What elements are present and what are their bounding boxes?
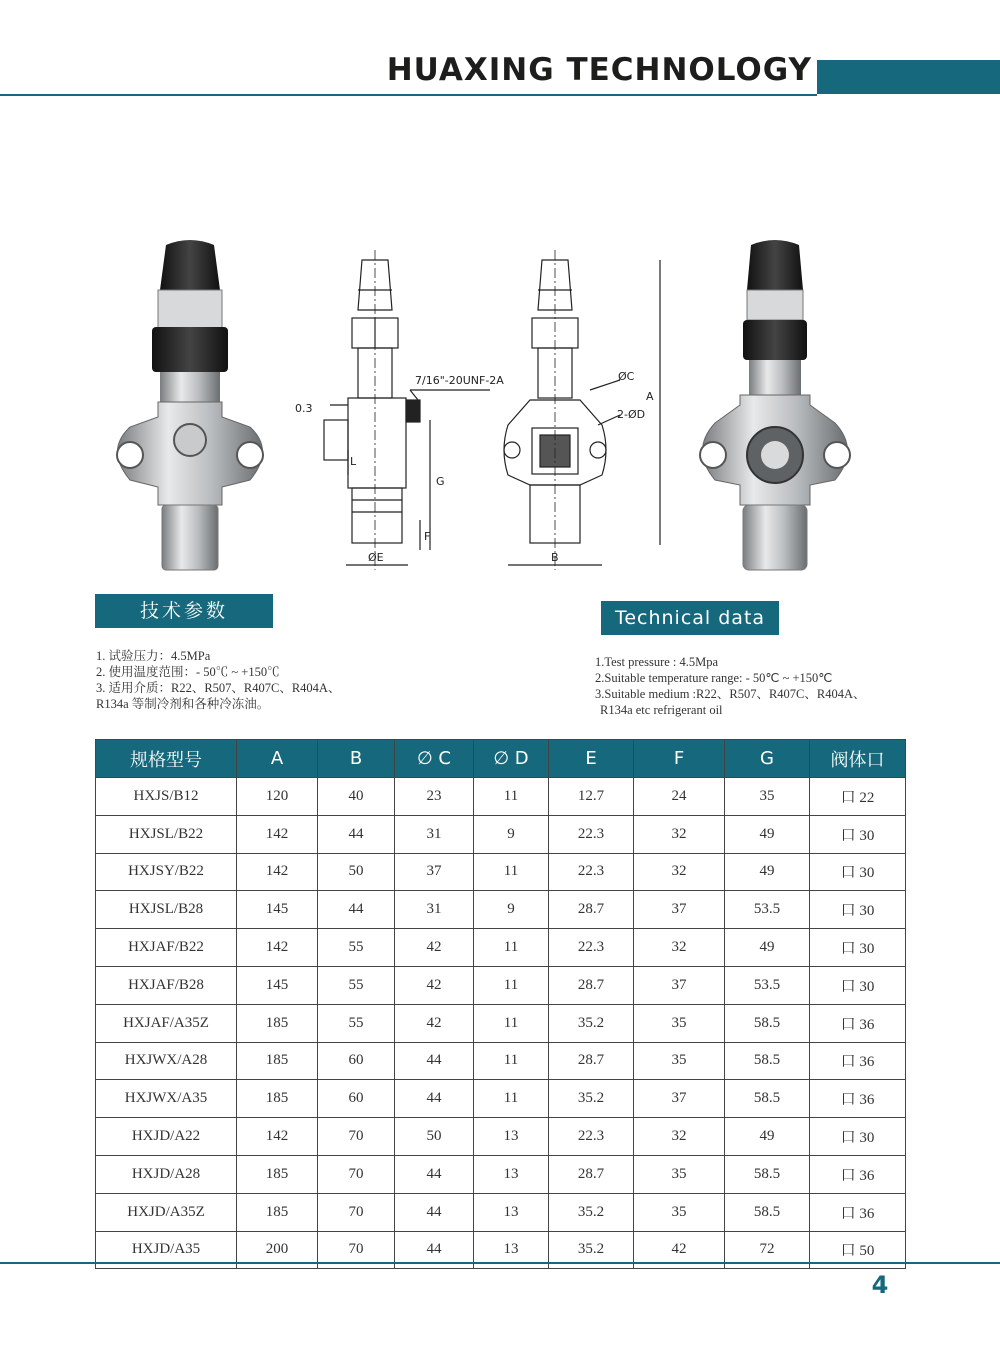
- table-cell: 22.3: [549, 1118, 634, 1156]
- table-cell: 185: [237, 1004, 318, 1042]
- table-cell: 44: [395, 1193, 474, 1231]
- col-header-c: ∅ C: [395, 740, 474, 778]
- table-cell: 32: [634, 929, 725, 967]
- table-cell: 200: [237, 1231, 318, 1269]
- spec-list-en: [595, 654, 925, 718]
- table-cell: 口 30: [810, 891, 906, 929]
- table-cell: 55: [318, 1004, 395, 1042]
- table-cell: 55: [318, 966, 395, 1004]
- table-cell: 28.7: [549, 891, 634, 929]
- valve-drawing-side: [290, 250, 504, 575]
- dia-c-label: ØC: [618, 370, 635, 383]
- table-cell: 145: [237, 966, 318, 1004]
- table-cell: 37: [634, 891, 725, 929]
- col-header-model: 规格型号: [96, 740, 237, 778]
- table-cell: 35: [634, 1004, 725, 1042]
- table-cell: HXJWX/A28: [96, 1042, 237, 1080]
- table-cell: 22.3: [549, 929, 634, 967]
- table-cell: 44: [395, 1155, 474, 1193]
- table-cell: HXJSL/B22: [96, 815, 237, 853]
- col-header-d: ∅ D: [474, 740, 549, 778]
- valve-drawing-front: [490, 250, 680, 575]
- table-cell: 11: [474, 966, 549, 1004]
- dia-e-label: ØE: [368, 551, 384, 564]
- table-cell: 37: [634, 1080, 725, 1118]
- col-header-port: 阀体口: [810, 740, 906, 778]
- spec-cn-item: 2. 使用温度范围：- 50℃ ~ +150℃: [96, 665, 280, 679]
- table-row: [96, 966, 906, 1004]
- table-cell: 22.3: [549, 815, 634, 853]
- col-header-e: E: [549, 740, 634, 778]
- thread-label: 7/16"-20UNF-2A: [415, 374, 504, 387]
- table-cell: 60: [318, 1042, 395, 1080]
- spec-en-item: 2.Suitable temperature range: - 50℃ ~ +150℃: [595, 671, 833, 685]
- table-cell: 口 36: [810, 1080, 906, 1118]
- table-cell: 44: [395, 1042, 474, 1080]
- table-cell: 口 30: [810, 1118, 906, 1156]
- holes-d-label: 2-ØD: [617, 408, 646, 421]
- table-cell: 70: [318, 1193, 395, 1231]
- header-rule: [0, 94, 817, 96]
- table-cell: 11: [474, 1004, 549, 1042]
- table-cell: 口 30: [810, 815, 906, 853]
- table-cell: 13: [474, 1118, 549, 1156]
- spec-en-item: R134a etc refrigerant oil: [600, 703, 723, 717]
- spec-cn-item: R134a 等制冷剂和各种冷冻油。: [96, 697, 270, 711]
- spec-cn-item: 1. 试验压力：4.5MPa: [96, 649, 211, 663]
- table-cell: 11: [474, 1042, 549, 1080]
- tech-data-en-heading: Technical data: [601, 601, 779, 635]
- table-cell: 35.2: [549, 1004, 634, 1042]
- table-cell: 32: [634, 815, 725, 853]
- table-cell: HXJD/A22: [96, 1118, 237, 1156]
- table-cell: 145: [237, 891, 318, 929]
- table-row: [96, 1004, 906, 1042]
- table-cell: 44: [318, 815, 395, 853]
- table-cell: 58.5: [725, 1080, 810, 1118]
- table-cell: 58.5: [725, 1193, 810, 1231]
- table-cell: HXJWX/A35: [96, 1080, 237, 1118]
- footer-rule: [0, 1262, 1000, 1264]
- dim-f-label: F: [424, 530, 431, 543]
- table-cell: 50: [318, 853, 395, 891]
- table-cell: 72: [725, 1231, 810, 1269]
- table-cell: 58.5: [725, 1042, 810, 1080]
- table-cell: 60: [318, 1080, 395, 1118]
- table-cell: 口 36: [810, 1004, 906, 1042]
- col-header-f: F: [634, 740, 725, 778]
- table-cell: 28.7: [549, 1042, 634, 1080]
- table-cell: 24: [634, 778, 725, 816]
- table-cell: 11: [474, 778, 549, 816]
- table-cell: 142: [237, 929, 318, 967]
- table-cell: 9: [474, 891, 549, 929]
- table-cell: 42: [395, 966, 474, 1004]
- table-cell: 37: [634, 966, 725, 1004]
- table-cell: HXJAF/B28: [96, 966, 237, 1004]
- table-cell: 142: [237, 1118, 318, 1156]
- table-cell: 11: [474, 1080, 549, 1118]
- table-cell: 37: [395, 853, 474, 891]
- brand-title: HUAXING TECHNOLOGY: [386, 52, 812, 88]
- table-cell: 口 30: [810, 853, 906, 891]
- dim-a-label: A: [646, 390, 654, 403]
- table-row: [96, 891, 906, 929]
- valve-photo-rear: [685, 235, 865, 575]
- table-row: [96, 929, 906, 967]
- table-cell: 口 30: [810, 966, 906, 1004]
- table-row: [96, 1155, 906, 1193]
- offset-label: 0.3: [295, 402, 313, 415]
- dim-l-label: L: [350, 455, 357, 468]
- table-header-row: [96, 740, 906, 778]
- table-cell: 50: [395, 1118, 474, 1156]
- table-row: [96, 853, 906, 891]
- table-cell: 35.2: [549, 1080, 634, 1118]
- table-cell: 49: [725, 929, 810, 967]
- table-cell: 13: [474, 1155, 549, 1193]
- table-row: [96, 1080, 906, 1118]
- table-cell: 185: [237, 1193, 318, 1231]
- table-cell: HXJD/A35Z: [96, 1193, 237, 1231]
- table-cell: 42: [395, 1004, 474, 1042]
- table-cell: HXJSY/B22: [96, 853, 237, 891]
- table-cell: 9: [474, 815, 549, 853]
- table-cell: 口 30: [810, 929, 906, 967]
- table-cell: HXJSL/B28: [96, 891, 237, 929]
- header-accent-bar: [817, 60, 1000, 94]
- table-cell: 70: [318, 1118, 395, 1156]
- table-cell: 32: [634, 853, 725, 891]
- table-cell: HXJD/A35: [96, 1231, 237, 1269]
- table-cell: 142: [237, 815, 318, 853]
- table-cell: 口 36: [810, 1155, 906, 1193]
- table-row: [96, 1193, 906, 1231]
- table-cell: 13: [474, 1231, 549, 1269]
- table-cell: 53.5: [725, 891, 810, 929]
- table-row: [96, 778, 906, 816]
- table-cell: 42: [395, 929, 474, 967]
- table-cell: 22.3: [549, 853, 634, 891]
- table-cell: 53.5: [725, 966, 810, 1004]
- table-cell: 13: [474, 1193, 549, 1231]
- table-cell: 31: [395, 815, 474, 853]
- col-header-a: A: [237, 740, 318, 778]
- table-row: [96, 815, 906, 853]
- table-cell: 40: [318, 778, 395, 816]
- spec-cn-item: 3. 适用介质：R22、R507、R407C、R404A、: [96, 681, 341, 695]
- table-body: [96, 778, 906, 1269]
- spec-en-item: 1.Test pressure : 4.5Mpa: [595, 655, 719, 669]
- table-cell: 35.2: [549, 1231, 634, 1269]
- table-cell: 120: [237, 778, 318, 816]
- table-cell: 44: [395, 1080, 474, 1118]
- table-cell: 31: [395, 891, 474, 929]
- spec-list-cn: [96, 648, 396, 712]
- table-cell: 35: [634, 1193, 725, 1231]
- table-cell: 28.7: [549, 966, 634, 1004]
- table-cell: 49: [725, 815, 810, 853]
- table-cell: 185: [237, 1042, 318, 1080]
- table-cell: 42: [634, 1231, 725, 1269]
- table-cell: 58.5: [725, 1155, 810, 1193]
- table-cell: 49: [725, 1118, 810, 1156]
- dim-b-label: B: [551, 551, 559, 564]
- table-cell: 49: [725, 853, 810, 891]
- tech-params-cn-heading: 技术参数: [95, 594, 273, 628]
- dim-g-label: G: [436, 475, 445, 488]
- table-cell: 32: [634, 1118, 725, 1156]
- table-cell: 44: [318, 891, 395, 929]
- col-header-g: G: [725, 740, 810, 778]
- table-cell: HXJAF/B22: [96, 929, 237, 967]
- table-cell: 11: [474, 929, 549, 967]
- page-number: 4: [871, 1271, 889, 1299]
- table-cell: 口 36: [810, 1042, 906, 1080]
- table-cell: 142: [237, 853, 318, 891]
- table-cell: 35: [725, 778, 810, 816]
- table-cell: 35.2: [549, 1193, 634, 1231]
- table-cell: 70: [318, 1155, 395, 1193]
- table-cell: 35: [634, 1155, 725, 1193]
- table-cell: 28.7: [549, 1155, 634, 1193]
- table-cell: HXJD/A28: [96, 1155, 237, 1193]
- table-cell: 11: [474, 853, 549, 891]
- table-cell: 23: [395, 778, 474, 816]
- table-cell: 口 50: [810, 1231, 906, 1269]
- col-header-b: B: [318, 740, 395, 778]
- table-cell: 55: [318, 929, 395, 967]
- table-cell: 185: [237, 1080, 318, 1118]
- spec-en-item: 3.Suitable medium :R22、R507、R407C、R404A、: [595, 687, 866, 701]
- table-cell: 185: [237, 1155, 318, 1193]
- table-row: [96, 1118, 906, 1156]
- table-cell: 35: [634, 1042, 725, 1080]
- table-cell: 12.7: [549, 778, 634, 816]
- valve-photo-front: [100, 235, 280, 575]
- table-cell: HXJAF/A35Z: [96, 1004, 237, 1042]
- table-cell: 口 22: [810, 778, 906, 816]
- table-cell: 44: [395, 1231, 474, 1269]
- table-cell: 口 36: [810, 1193, 906, 1231]
- table-cell: HXJS/B12: [96, 778, 237, 816]
- table-cell: 58.5: [725, 1004, 810, 1042]
- table-row: [96, 1042, 906, 1080]
- table-cell: 70: [318, 1231, 395, 1269]
- spec-table: [95, 739, 906, 1269]
